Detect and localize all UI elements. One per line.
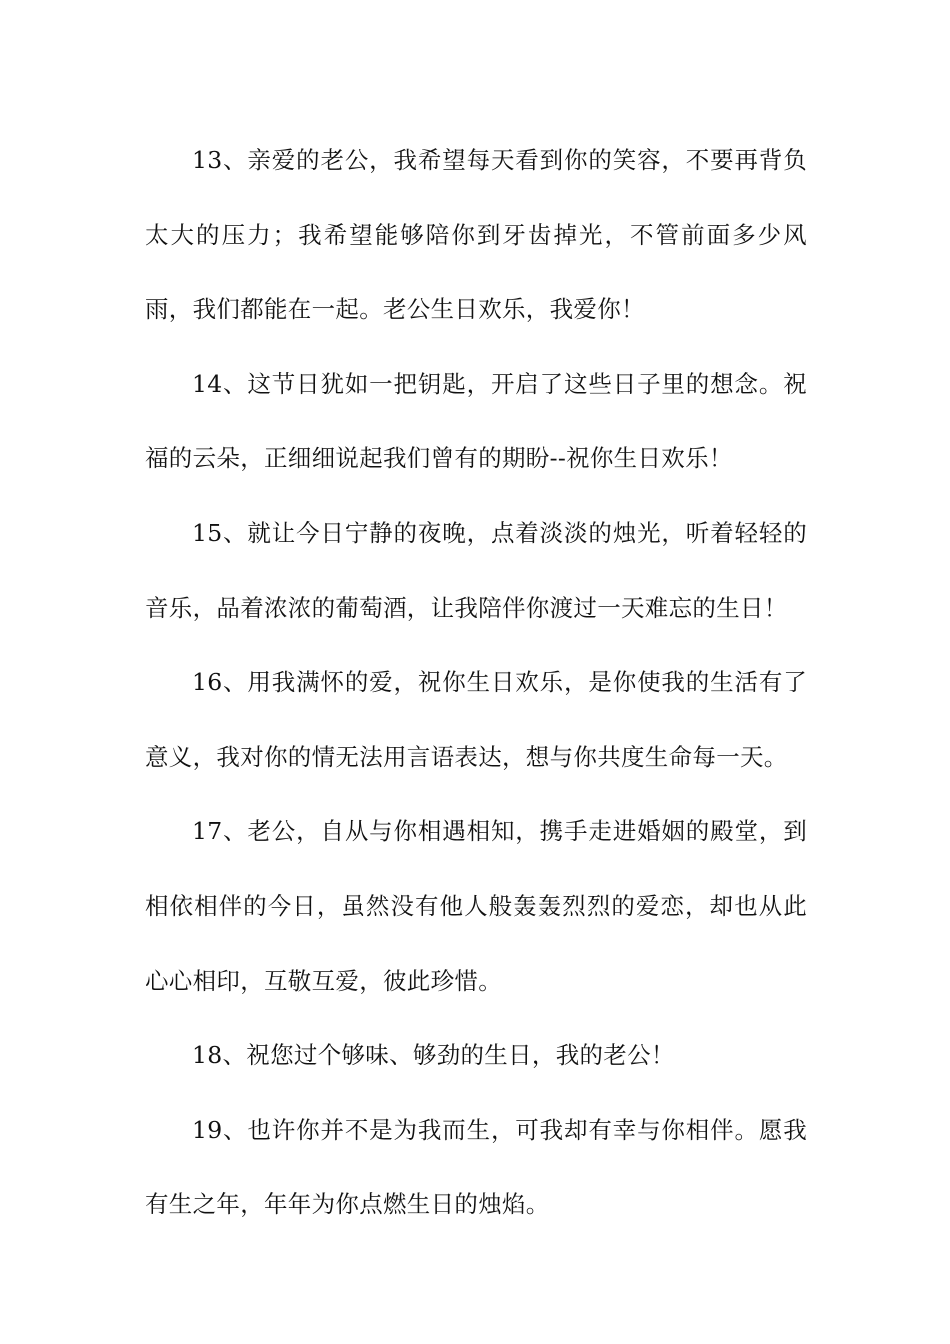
paragraph-16: 16、用我满怀的爱，祝你生日欢乐，是你使我的生活有了意义，我对你的情无法用言语表达，想与你共度生命每一天。 [145, 668, 807, 771]
paragraph-13: 13、亲爱的老公，我希望每天看到你的笑容，不要再背负太大的压力；我希望能够陪你到牙齿掉光，不管前面多少风雨，我们都能在一起。老公生日欢乐，我爱你！ [145, 146, 807, 324]
paragraph-18: 18、祝您过个够味、够劲的生日，我的老公！ [192, 1041, 675, 1070]
paragraph-17: 17、老公，自从与你相遇相知，携手走进婚姻的殿堂，到相依相伴的今日，虽然没有他人般轰轰烈烈的爱恋，却也从此心心相印，互敬互爱，彼此珍惜。 [145, 817, 807, 995]
document-body [145, 123, 807, 1242]
paragraph-14: 14、这节日犹如一把钥匙，开启了这些日子里的想念。祝福的云朵，正细细说起我们曾有的期盼--祝你生日欢乐！ [145, 369, 807, 473]
paragraph-15: 15、就让今日宁静的夜晚，点着淡淡的烛光，听着轻轻的音乐，品着浓浓的葡萄酒，让我陪伴你渡过一天难忘的生日！ [145, 518, 807, 622]
paragraph-19: 19、也许你并不是为我而生，可我却有幸与你相伴。愿我有生之年，年年为你点燃生日的烛焰。 [145, 1115, 807, 1219]
